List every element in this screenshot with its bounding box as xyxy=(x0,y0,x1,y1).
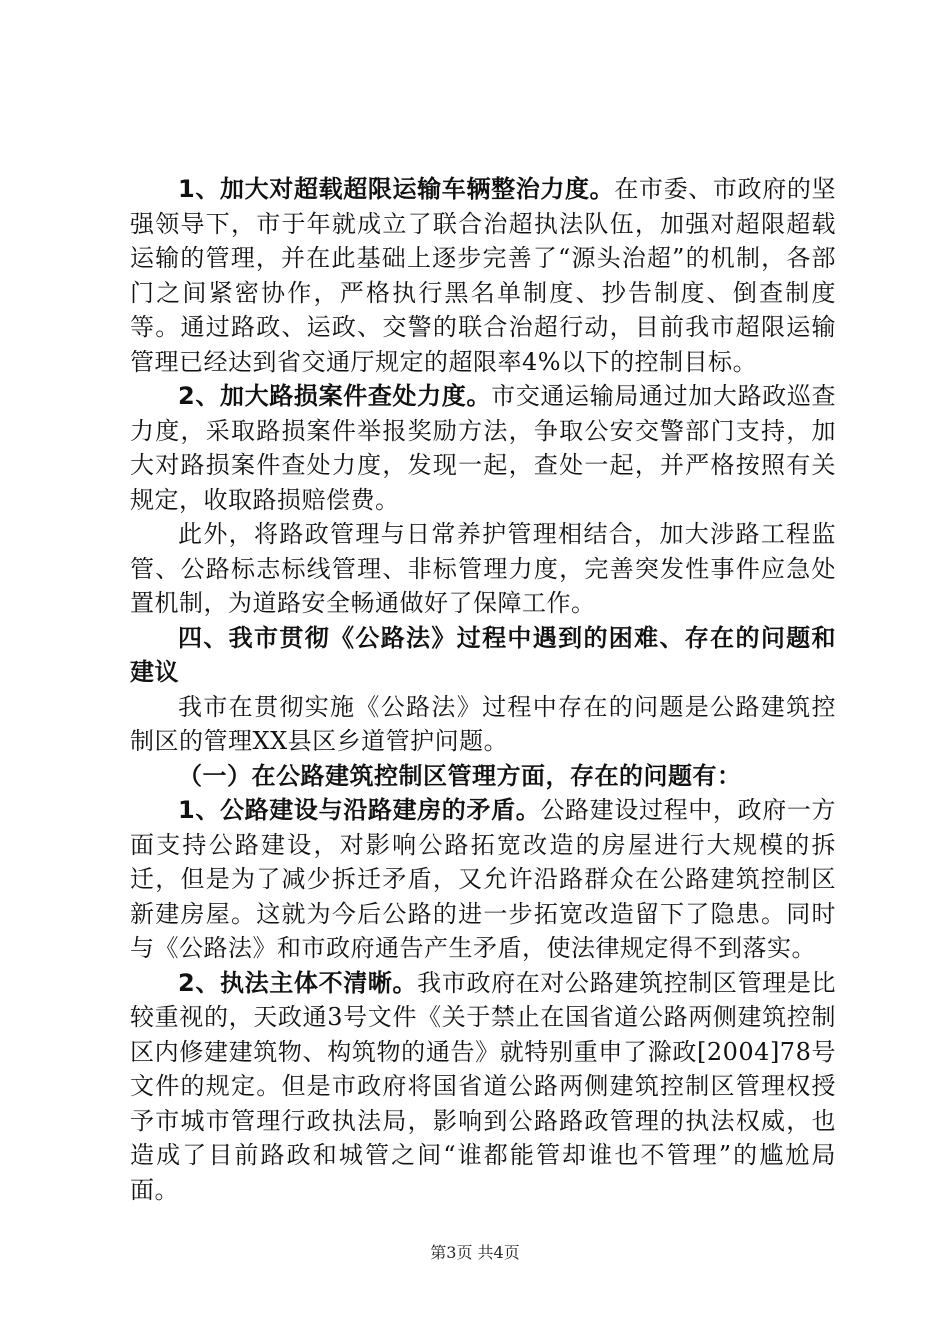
paragraph-text: 市交通运输局通过加大路政巡查力度，采取路损案件举报奖励方法，争取公安交警部门支持，加大对路损案件查处力度，发现一起，查处一起，并严格按照有关规定，收取路损赔偿费。 xyxy=(130,382,837,514)
paragraph-text: 此外，将路政管理与日常养护管理相结合，加大涉路工程监管、公路标志标线管理、非标管理力度，完善突发性事件应急处置机制，为道路安全畅通做好了保障工作。 xyxy=(130,520,836,617)
problem-lead: 1、公路建设与沿路建房的矛盾。 xyxy=(178,796,541,824)
problem-item-2 xyxy=(130,966,836,1208)
problem-lead: 2、执法主体不清晰。 xyxy=(178,968,418,997)
document-body xyxy=(130,172,836,1207)
problem-text: 我市政府在对公路建筑控制区管理是比较重视的，天政通3号文件《关于禁止在国省道公路两侧建筑控制区内修建建筑物、构筑物的通告》就特别重申了滁政[2004]78号文件的规定。但是市政府将国省道公路两侧建筑控制区管理权授予市城市管理行政执法局，影响到公路路政管理的执法权威，也造成了目前路政和城管之间“谁都能管却谁也不管理”的尴尬局面。 xyxy=(130,968,837,1204)
problem-item-1 xyxy=(130,793,836,966)
section-heading: 四、我市贯彻《公路法》过程中遇到的困难、存在的问题和建议 xyxy=(130,623,836,686)
paragraph-lead: 1、加大对超载超限运输车辆整治力度。 xyxy=(178,175,615,203)
paragraph-additional-measures xyxy=(130,517,836,621)
problem-text: 公路建设过程中，政府一方面支持公路建设，对影响公路拓宽改造的房屋进行大规模的拆迁，但是为了减少拆迁矛盾，又允许沿路群众在公路建筑控制区新建房屋。这就为今后公路的进一步拓宽改造留下了隐患。同时与《公路法》和市政府通告产生矛盾，使法律规定得不到落实。 xyxy=(130,796,836,962)
page-footer: 第3页 共4页 xyxy=(430,1243,520,1262)
subsection-heading: （一）在公路建筑控制区管理方面，存在的问题有： xyxy=(178,761,742,790)
paragraph-text: 在市委、市政府的坚强领导下，市于年就成立了联合治超执法队伍，加强对超限超载运输的管理，并在此基础上逐步完善了“源头治超”的机制，各部门之间紧密协作，严格执行黑名单制度、抄告制度、倒查制度等。通过路政、运政、交警的联合治超行动，目前我市超限运输管理已经达到省交通厅规定的超限率4%以下的控制目标。 xyxy=(130,175,836,376)
paragraph-overload-control xyxy=(130,172,836,379)
paragraph-road-damage xyxy=(130,379,836,517)
section-intro: 我市在贯彻实施《公路法》过程中存在的问题是公路建筑控制区的管理XX县区乡道管护问题。 xyxy=(130,692,836,755)
paragraph-lead: 2、加大路损案件查处力度。 xyxy=(178,382,492,410)
